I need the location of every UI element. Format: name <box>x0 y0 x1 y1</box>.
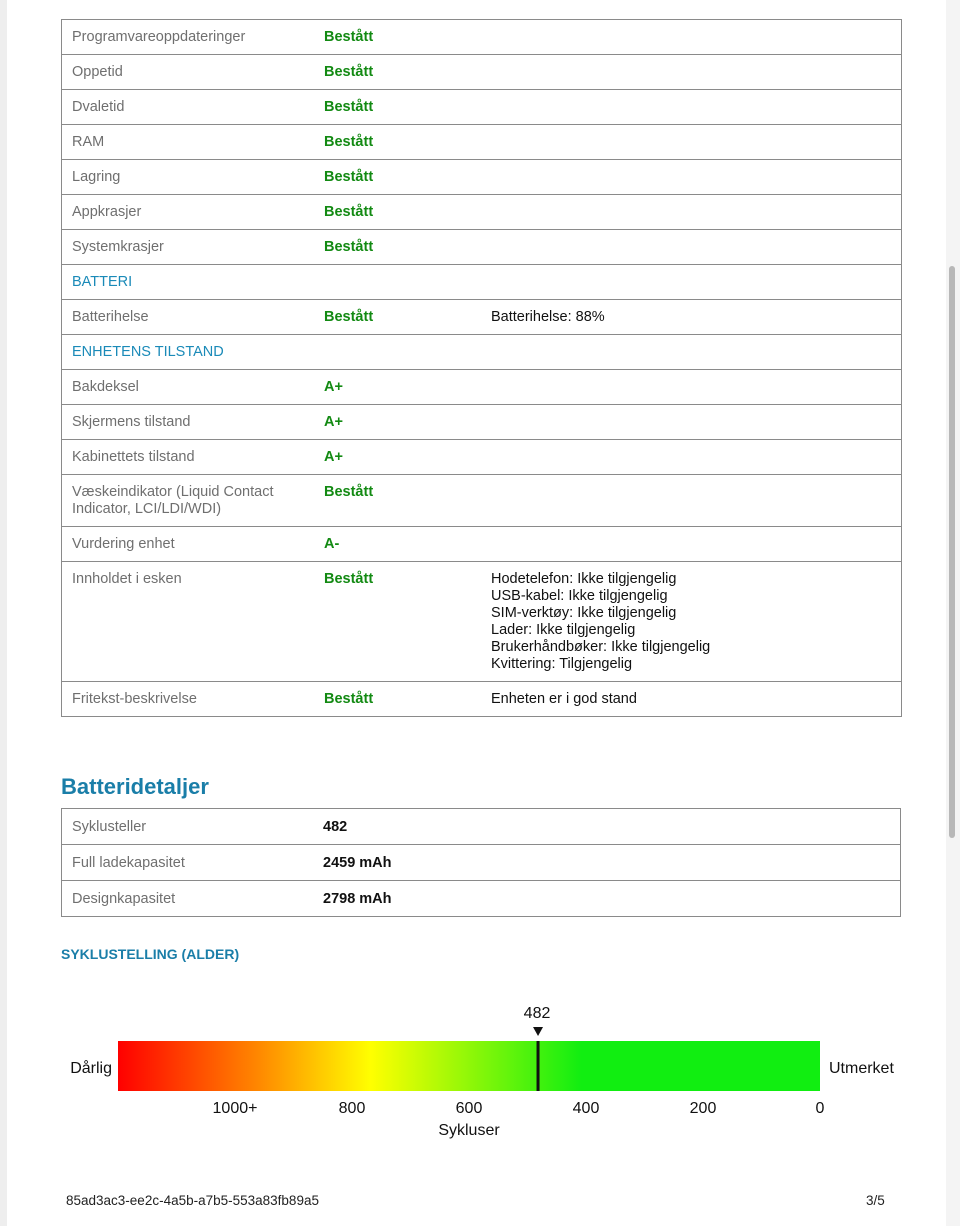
check-label: Appkrasjer <box>62 195 315 230</box>
check-row <box>62 20 902 55</box>
section-title: BATTERI <box>62 265 902 300</box>
check-detail-line: Enheten er i god stand <box>491 691 637 707</box>
check-details <box>481 90 902 125</box>
battery-details-table <box>61 808 901 917</box>
battery-row-label: Designkapasitet <box>62 881 314 917</box>
check-label: Skjermens tilstand <box>62 405 315 440</box>
check-status: Bestått <box>314 125 481 160</box>
check-status: A+ <box>314 370 481 405</box>
check-details <box>481 230 902 265</box>
check-label: Bakdeksel <box>62 370 315 405</box>
check-row <box>62 682 902 717</box>
check-row <box>62 440 902 475</box>
check-details <box>481 125 902 160</box>
gauge-bar <box>118 1041 820 1091</box>
cycle-gauge <box>0 990 960 1150</box>
gauge-tick-label: 0 <box>815 1100 825 1117</box>
check-row <box>62 300 902 335</box>
check-details <box>481 405 902 440</box>
check-label: Systemkrasjer <box>62 230 315 265</box>
check-status: Bestått <box>314 562 481 682</box>
gauge-axis-label: Sykluser <box>438 1122 500 1139</box>
check-detail-line: Hodetelefon: Ikke tilgjengelig <box>491 571 677 587</box>
battery-row-value: 2459 mAh <box>313 845 901 881</box>
check-details <box>481 682 902 717</box>
check-row <box>62 562 902 682</box>
check-label: Væskeindikator (Liquid Contact Indicator, LCI/LDI/WDI) <box>62 475 315 527</box>
check-label: Batterihelse <box>62 300 315 335</box>
check-details <box>481 300 902 335</box>
check-status: Bestått <box>314 195 481 230</box>
check-status: Bestått <box>314 682 481 717</box>
battery-row-design-capacity <box>62 881 901 917</box>
check-details <box>481 562 902 682</box>
check-detail-line: Brukerhåndbøker: Ikke tilgjengelig <box>491 639 711 655</box>
battery-row-label: Full ladekapasitet <box>62 845 314 881</box>
check-details <box>481 527 902 562</box>
battery-details-title: Batteridetaljer <box>61 774 209 799</box>
check-status: Bestått <box>314 20 481 55</box>
check-details <box>481 55 902 90</box>
gauge-tick-label: 200 <box>689 1100 717 1117</box>
check-details <box>481 370 902 405</box>
check-status: Bestått <box>314 90 481 125</box>
gauge-pointer-icon <box>533 1027 543 1036</box>
check-details <box>481 440 902 475</box>
check-label: Kabinettets tilstand <box>62 440 315 475</box>
check-status: Bestått <box>314 55 481 90</box>
gauge-tick-label: 400 <box>572 1100 600 1117</box>
check-label: RAM <box>62 125 315 160</box>
check-status: Bestått <box>314 160 481 195</box>
check-label: Innholdet i esken <box>62 562 315 682</box>
check-details <box>481 160 902 195</box>
gauge-value-label: 482 <box>523 1005 551 1022</box>
check-row <box>62 125 902 160</box>
battery-row-full-capacity <box>62 845 901 881</box>
check-detail-line: Kvittering: Tilgjengelig <box>491 656 633 672</box>
check-label: Lagring <box>62 160 315 195</box>
check-detail-line: USB-kabel: Ikke tilgjengelig <box>491 588 668 604</box>
check-detail-line: Lader: Ikke tilgjengelig <box>491 622 636 638</box>
check-row <box>62 195 902 230</box>
check-details <box>481 20 902 55</box>
gauge-tick-label: 800 <box>338 1100 366 1117</box>
check-details <box>481 195 902 230</box>
check-row <box>62 90 902 125</box>
check-row <box>62 160 902 195</box>
section-header-row <box>62 265 902 300</box>
section-header-row <box>62 335 902 370</box>
battery-row-label: Syklusteller <box>62 809 314 845</box>
diagnostics-table <box>61 19 902 717</box>
check-row <box>62 370 902 405</box>
check-label: Fritekst-beskrivelse <box>62 682 315 717</box>
check-status: A+ <box>314 405 481 440</box>
check-row <box>62 230 902 265</box>
scrollbar-thumb[interactable] <box>949 266 955 838</box>
check-row <box>62 475 902 527</box>
check-status: A- <box>314 527 481 562</box>
check-label: Dvaletid <box>62 90 315 125</box>
check-detail-line: SIM-verktøy: Ikke tilgjengelig <box>491 605 677 621</box>
report-id: 85ad3ac3-ee2c-4a5b-a7b5-553a83fb89a5 <box>66 1193 319 1208</box>
check-row <box>62 527 902 562</box>
page-number: 3/5 <box>866 1193 885 1208</box>
check-row <box>62 405 902 440</box>
check-status: Bestått <box>314 475 481 527</box>
check-status: Bestått <box>314 230 481 265</box>
battery-row-value: 2798 mAh <box>313 881 901 917</box>
gauge-right-label: Utmerket <box>829 1060 894 1077</box>
check-status: Bestått <box>314 300 481 335</box>
battery-row-cycle-count <box>62 809 901 845</box>
cycle-count-heading: SYKLUSTELLING (ALDER) <box>61 946 240 962</box>
check-label: Programvareoppdateringer <box>62 20 315 55</box>
battery-row-value: 482 <box>313 809 901 845</box>
section-title: ENHETENS TILSTAND <box>62 335 902 370</box>
gauge-tick-label: 1000+ <box>212 1100 258 1117</box>
check-details <box>481 475 902 527</box>
gauge-tick-label: 600 <box>455 1100 483 1117</box>
check-label: Vurdering enhet <box>62 527 315 562</box>
check-label: Oppetid <box>62 55 315 90</box>
check-detail-line: Batterihelse: 88% <box>491 309 605 325</box>
gauge-left-label: Dårlig <box>70 1060 112 1077</box>
check-row <box>62 55 902 90</box>
check-status: A+ <box>314 440 481 475</box>
